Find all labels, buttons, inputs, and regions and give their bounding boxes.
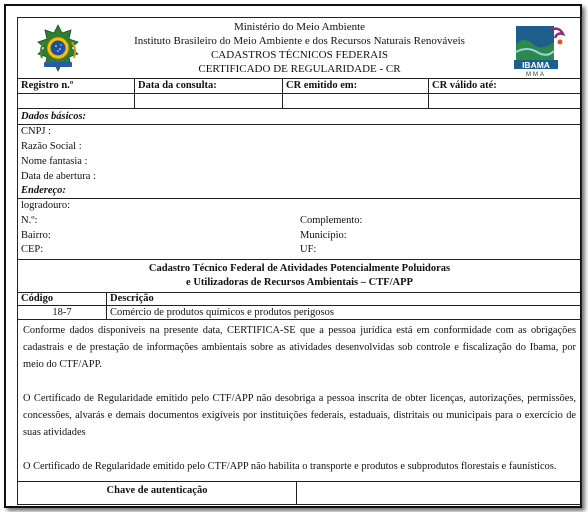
logradouro-label: logradouro:: [21, 200, 70, 211]
header-institute: Instituto Brasileiro do Meio Ambiente e dos Recursos Naturais Renováveis: [134, 35, 465, 47]
activity-descricao: Comércio de produtos químicos e produtos perigosos: [110, 307, 334, 318]
paragraph-nao-habilita: O Certificado de Regularidade emitido pelo CTF/APP não habilita o transporte e produtos e subprodutos florestais e faunísticos.: [23, 461, 557, 472]
cnpj-label: CNPJ :: [21, 126, 52, 137]
svg-text:MMA: MMA: [526, 72, 546, 78]
nome-fantasia-label: Nome fantasia :: [21, 156, 88, 167]
header-certificate-title: CERTIFICADO DE REGULARIDADE - CR: [198, 63, 401, 75]
cr-valido-label: CR válido até:: [432, 80, 497, 91]
ctf-title-line1: Cadastro Técnico Federal de Atividades Potencialmente Poluidoras: [148, 263, 451, 274]
numero-label: N.º:: [21, 215, 38, 226]
ctf-title-line2: e Utilizadoras de Recursos Ambientais – CTF/APP: [186, 277, 413, 288]
razao-social-label: Razão Social :: [21, 141, 82, 152]
paragraph-nao-desobriga: O Certificado de Regularidade emitido pelo CTF/APP não desobriga a pessoa inscrita de obter licenças, autorizações, permissões, concessões, alvarás e demais documentos exigíveis por instituições federais, estaduais, distritais ou municipais para o exercício de suas atividades: [23, 393, 576, 438]
dados-basicos-title: Dados básicos:: [21, 111, 87, 122]
municipio-label: Município:: [300, 230, 347, 241]
header-ministry: Ministério do Meio Ambiente: [233, 21, 366, 33]
cr-emitido-label: CR emitido em:: [286, 80, 358, 91]
complemento-label: Complemento:: [300, 215, 363, 226]
chave-autenticacao-label: Chave de autenticação: [106, 485, 208, 496]
certificate-frame: [4, 4, 582, 508]
cep-label: CEP:: [21, 244, 44, 255]
activity-codigo: 18-7: [52, 307, 72, 318]
certificate-document: [17, 17, 582, 505]
endereco-title: Endereço:: [21, 185, 66, 196]
data-consulta-label: Data da consulta:: [138, 80, 217, 91]
registro-label: Registro n.º: [21, 80, 74, 91]
paragraph-certifica: Conforme dados disponíveis na presente data, CERTIFICA-SE que a pessoa jurídica está em conformidade com as obrigações cadastrais e de prestação de informações ambientais sobre as atividades desenvolvidas sob controle e fiscalização do Ibama, por meio do CTF/APP.: [23, 325, 576, 370]
data-abertura-label: Data de abertura :: [21, 171, 96, 182]
svg-text:IBAMA: IBAMA: [522, 60, 550, 70]
uf-label: UF:: [300, 244, 317, 255]
header-cadastros: CADASTROS TÉCNICOS FEDERAIS: [210, 49, 389, 61]
bairro-label: Bairro:: [21, 230, 51, 241]
col-descricao-header: Descrição: [110, 293, 154, 304]
col-codigo-header: Código: [21, 293, 54, 304]
